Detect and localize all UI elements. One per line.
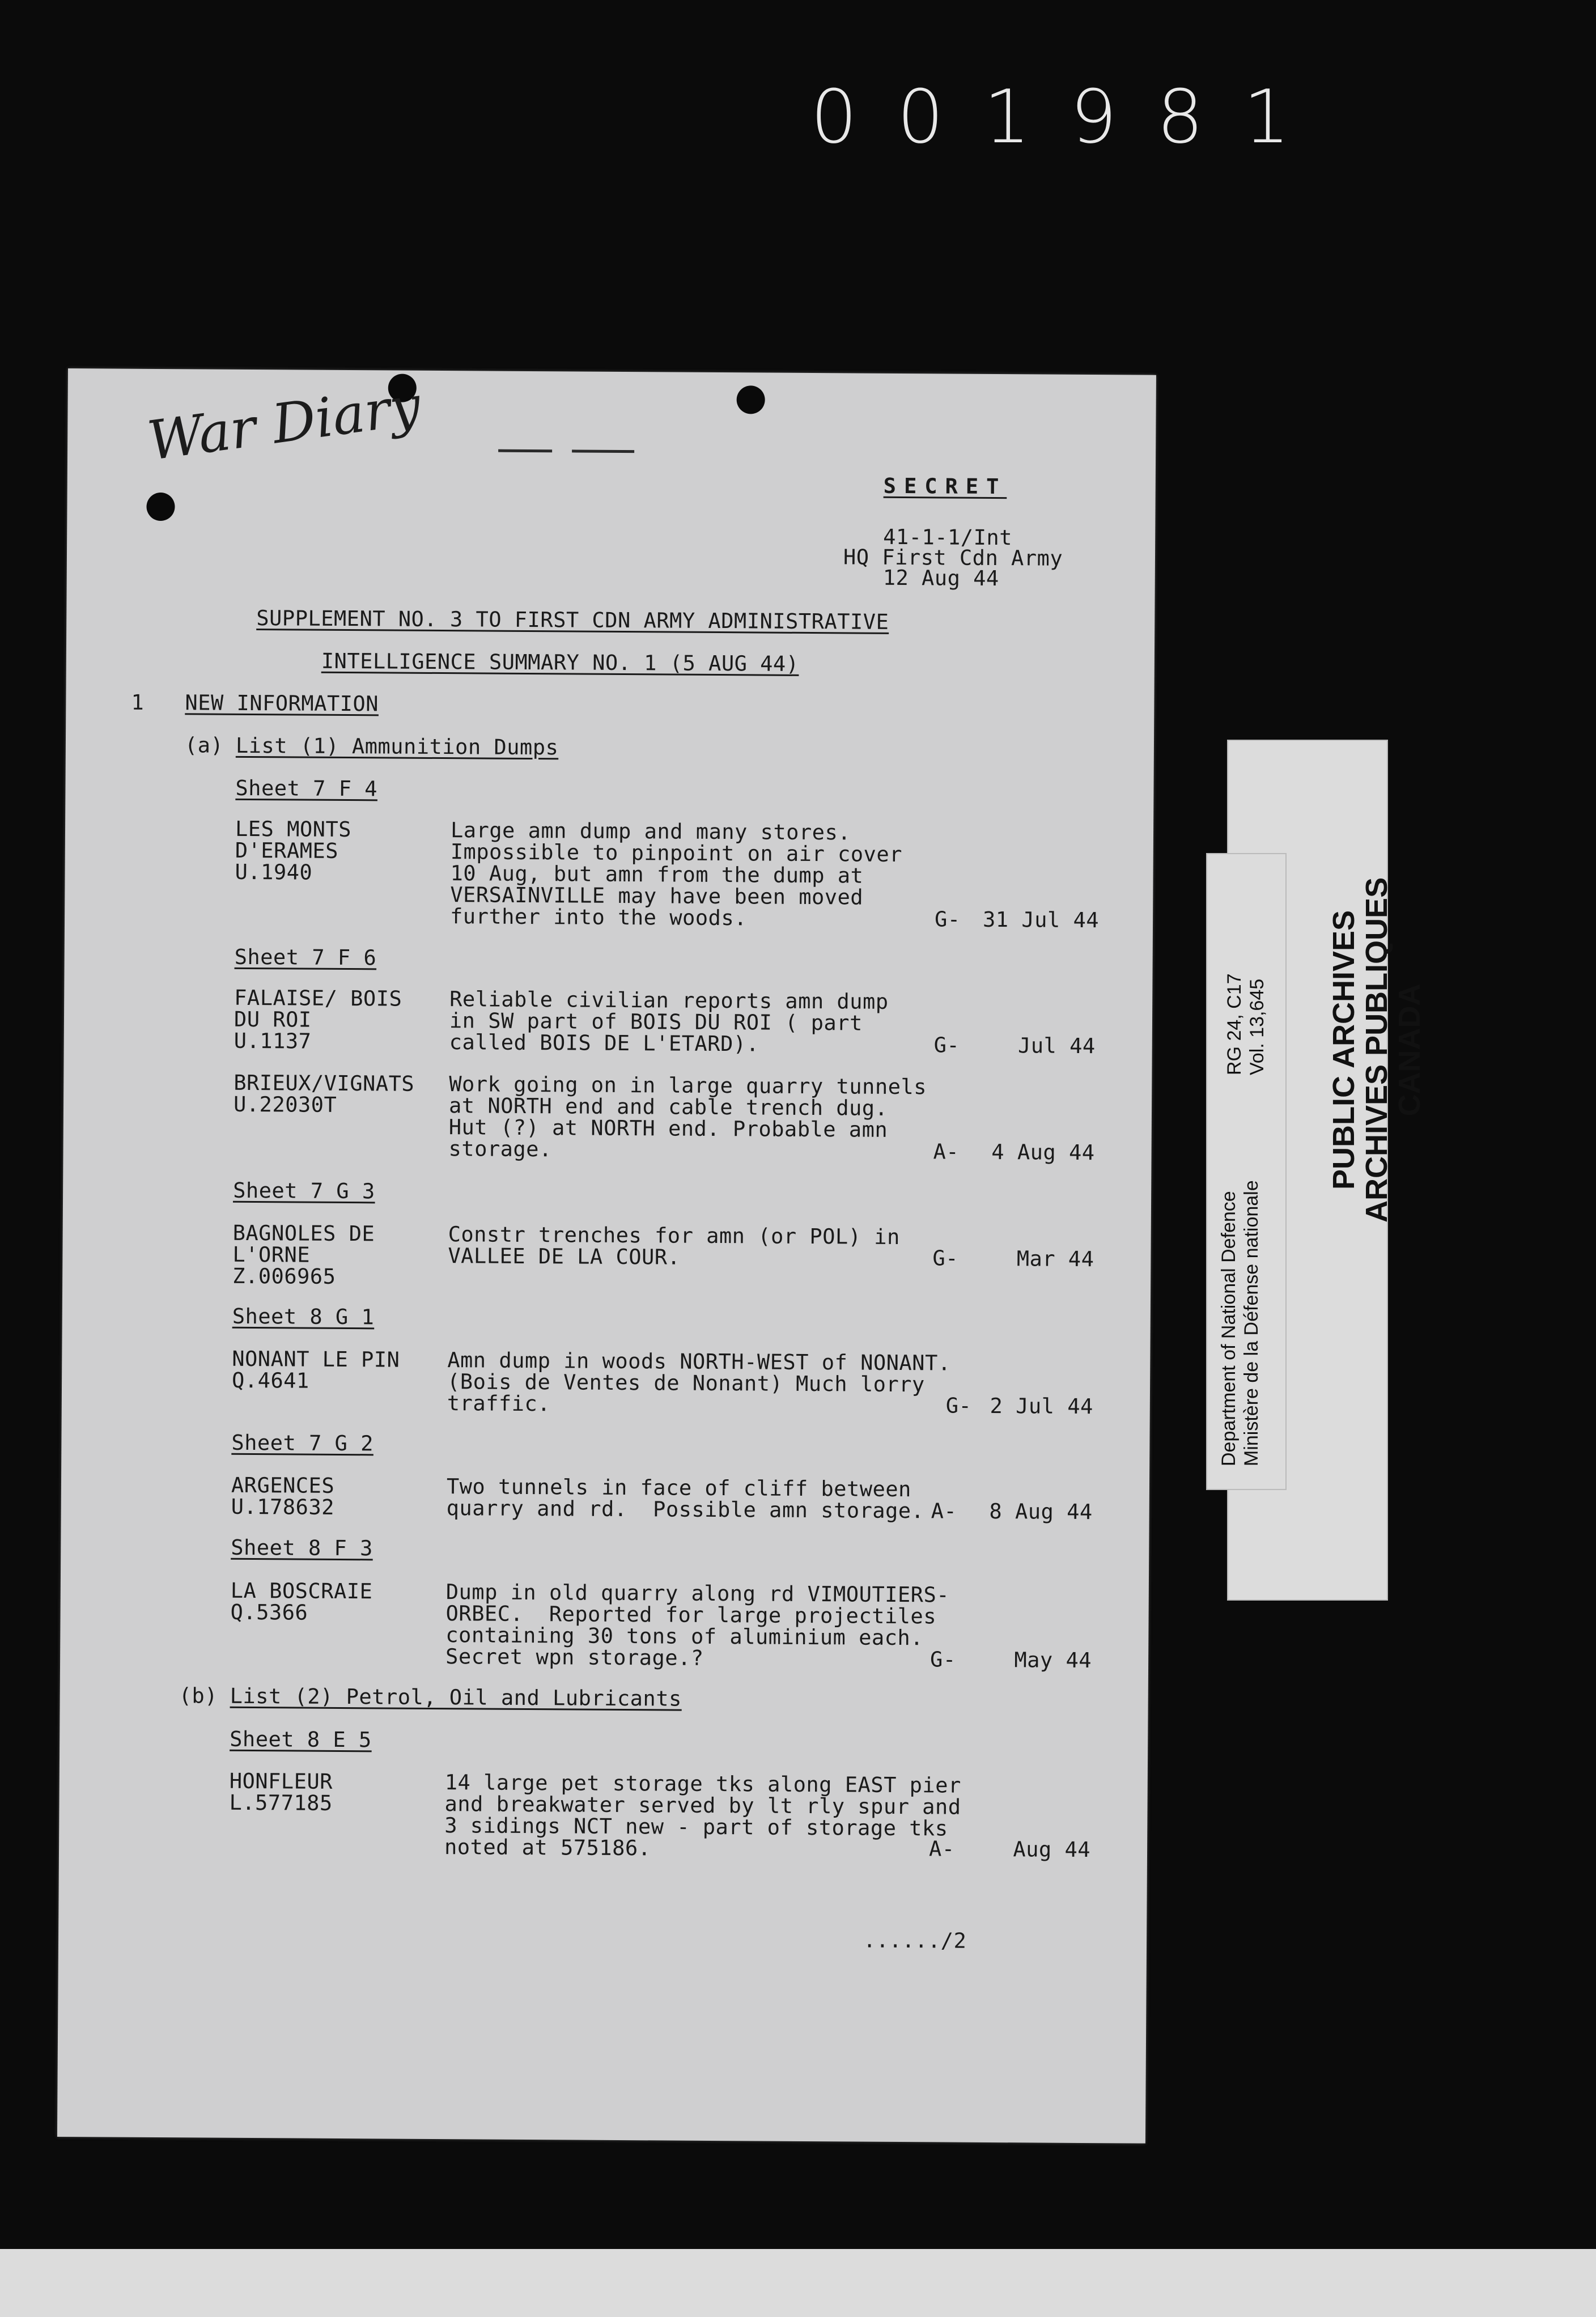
- film-edge: [0, 2249, 1596, 2317]
- entry-grade: G-: [945, 1393, 972, 1418]
- pen-stroke: [572, 449, 634, 453]
- entry-grade: A-: [933, 1139, 960, 1164]
- classification-marking: SECRET: [883, 473, 1007, 499]
- entry-description: 14 large pet storage tks along EAST pier and breakwater served by lt rly spur and 3 sidings NCT new - part of storage tks noted at 575186.: [444, 1770, 961, 1861]
- list-a-prefix: (a): [184, 733, 224, 758]
- handwritten-annotation: War Diary: [144, 374, 425, 473]
- entry-description: Amn dump in woods NORTH-WEST of NONANT. (Bois de Ventes de Nonant) Much lorry traffic.: [447, 1348, 951, 1416]
- entry-place: NONANT LE PIN Q.4641: [231, 1346, 400, 1393]
- entry-grade: A-: [928, 1836, 955, 1861]
- document-page: [57, 368, 1156, 2144]
- entry-place: FALAISE/ BOIS DU ROI U.1137: [234, 985, 402, 1054]
- list-a-title: List (1) Ammunition Dumps: [235, 733, 559, 760]
- issuing-hq: HQ First Cdn Army: [843, 545, 1063, 571]
- entry-grade: A-: [931, 1499, 957, 1524]
- entry-place: LA BOSCRAIE Q.5366: [230, 1578, 373, 1625]
- entry-grade: G-: [933, 1033, 960, 1058]
- archives-name-en: PUBLIC ARCHIVES: [1327, 910, 1361, 1190]
- sheet-heading: Sheet 7 G 2: [231, 1430, 374, 1456]
- section-heading: NEW INFORMATION: [185, 690, 379, 716]
- department-name-fr: Ministère de la Défense nationale: [1241, 1180, 1262, 1466]
- entry-description: Two tunnels in face of cliff between quarry and rd. Possible amn storage.: [446, 1474, 924, 1524]
- archives-country: CANADA: [1393, 983, 1427, 1117]
- archives-name-fr: ARCHIVES PUBLIQUES: [1360, 877, 1394, 1223]
- entry-date: 4 Aug 44: [991, 1139, 1095, 1165]
- entry-date: Mar 44: [1016, 1246, 1094, 1272]
- pen-stroke: [498, 449, 552, 453]
- entry-date: 8 Aug 44: [989, 1499, 1093, 1525]
- document-title-line2: INTELLIGENCE SUMMARY NO. 1 (5 AUG 44): [321, 648, 799, 676]
- sheet-heading: Sheet 7 F 4: [235, 775, 378, 801]
- entry-date: 2 Jul 44: [990, 1393, 1093, 1419]
- entry-place: ARGENCES U.178632: [231, 1472, 335, 1520]
- entry-place: LES MONTS D'ERAMES U.1940: [235, 816, 352, 885]
- entry-description: Work going on in large quarry tunnels at NORTH end and cable trench dug. Hut (?) at NORTH end. Probable amn storage.: [448, 1072, 927, 1162]
- entry-place: BRIEUX/VIGNATS U.22030T: [233, 1070, 415, 1117]
- entry-date: 31 Jul 44: [982, 907, 1100, 933]
- section-number: 1: [131, 690, 145, 715]
- sheet-heading: Sheet 8 G 1: [232, 1304, 375, 1330]
- entry-date: Jul 44: [1017, 1033, 1096, 1059]
- entry-date: May 44: [1014, 1648, 1092, 1673]
- sheet-heading: Sheet 7 G 3: [233, 1178, 375, 1204]
- punch-hole: [737, 385, 765, 414]
- frame-number: 001981: [810, 74, 1330, 160]
- document-date: 12 Aug 44: [882, 565, 999, 591]
- entry-description: Dump in old quarry along rd VIMOUTIERS- ORBEC. Reported for large projectiles containing 30 tons of aluminium each. Secret wpn storage.?: [445, 1580, 950, 1670]
- entry-description: Reliable civilian reports amn dump in SW part of BOIS DU ROI ( part called BOIS DE L'ETARD).: [449, 987, 889, 1056]
- entry-description: Large amn dump and many stores. Impossible to pinpoint on air cover 10 Aug, but amn from the dump at VERSAINVILLE may have been moved further into the woods.: [449, 818, 903, 931]
- list-b-title: List (2) Petrol, Oil and Lubricants: [230, 1683, 682, 1711]
- volume-ref: Vol. 13,645: [1246, 978, 1268, 1075]
- punch-hole: [146, 493, 175, 521]
- department-stamp: [1206, 853, 1287, 1490]
- entry-place: HONFLEUR L.577185: [229, 1768, 333, 1815]
- file-reference: 41-1-1/Int: [883, 524, 1013, 550]
- entry-grade: G-: [934, 907, 961, 932]
- entry-place: BAGNOLES DE L'ORNE Z.006965: [232, 1220, 375, 1289]
- entry-grade: G-: [932, 1246, 959, 1271]
- document-title-line1: SUPPLEMENT NO. 3 TO FIRST CDN ARMY ADMINISTRATIVE: [256, 606, 889, 634]
- department-name-en: Department of National Defence: [1218, 1191, 1240, 1466]
- sheet-heading: Sheet 8 F 3: [231, 1535, 373, 1561]
- entry-description: Constr trenches for amn (or POL) in VALLEE DE LA COUR.: [448, 1222, 900, 1270]
- continuation-marker: ....../2: [863, 1928, 967, 1953]
- record-group-ref: RG 24, C17: [1224, 973, 1245, 1075]
- list-b-prefix: (b): [179, 1683, 218, 1708]
- entry-date: Aug 44: [1013, 1837, 1091, 1862]
- entry-grade: G-: [929, 1647, 956, 1672]
- sheet-heading: Sheet 8 E 5: [230, 1726, 372, 1752]
- sheet-heading: Sheet 7 F 6: [234, 944, 377, 970]
